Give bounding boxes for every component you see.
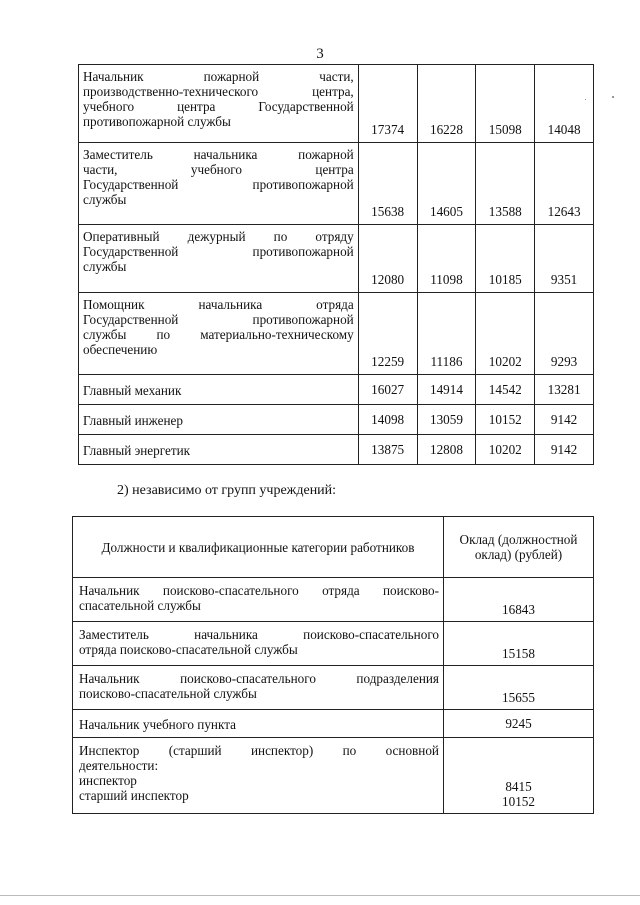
position-line: инспектор (79, 773, 137, 788)
position-line: деятельности: (79, 758, 159, 773)
table-row (79, 405, 594, 435)
table-row (79, 143, 594, 225)
section-heading: 2) независимо от групп учреждений: (117, 483, 337, 498)
salary-cell: 9293 (535, 293, 594, 375)
position-line: Заместитель начальника пожарной (83, 147, 354, 162)
position-line: части, учебного центра (83, 162, 354, 177)
salary-cell: 17374 (358, 65, 417, 143)
table-row (79, 225, 594, 293)
position-line: старший инспектор (79, 788, 189, 803)
scan-artifact (585, 99, 586, 100)
table-row (73, 666, 594, 710)
scan-artifact (612, 96, 614, 98)
page-bottom-edge (0, 895, 640, 896)
position-line: спасательной службы (79, 598, 201, 613)
salary-cell: 9142 (535, 405, 594, 435)
table-row (73, 578, 594, 622)
salary-cell: 16027 (358, 375, 417, 405)
position-line: Оперативный дежурный по отряду (83, 229, 354, 244)
salary-cell (444, 738, 594, 814)
table-header-row (73, 517, 594, 578)
salary-cell: 12808 (417, 435, 476, 465)
position-line: поисково-спасательной службы (79, 686, 257, 701)
salary-cell: 15638 (358, 143, 417, 225)
salary-cell: 12080 (358, 225, 417, 293)
header-salary-text: Оклад (должностной оклад) (рублей) (459, 532, 578, 562)
salary-cell: 14048 (535, 65, 594, 143)
position-line: Государственной противопожарной (83, 312, 354, 327)
salary-cell: 16228 (417, 65, 476, 143)
salary-cell: 9142 (535, 435, 594, 465)
salary-cell: 13281 (535, 375, 594, 405)
position-line: обеспечению (83, 342, 158, 357)
position-line: Государственной противопожарной (83, 244, 354, 259)
salary-cell: 15655 (444, 666, 594, 710)
table-row (73, 710, 594, 738)
salary-table-by-group (78, 64, 594, 465)
salary-cell: 16843 (444, 578, 594, 622)
salary-cell: 14914 (417, 375, 476, 405)
position-line: Главный механик (83, 382, 182, 398)
position-line: Начальник поисково-спасательного отряда поисково- (79, 583, 439, 598)
salary-cell: 14098 (358, 405, 417, 435)
salary-cell: 13875 (358, 435, 417, 465)
position-line: Помощник начальника отряда (83, 297, 354, 312)
position-line: службы по материально-техническому (83, 327, 354, 342)
salary-value: 8415 (505, 779, 532, 794)
salary-cell: 9351 (535, 225, 594, 293)
position-line: Инспектор (старший инспектор) по основной (79, 743, 439, 758)
salary-cell: 12259 (358, 293, 417, 375)
salary-cell: 14605 (417, 143, 476, 225)
salary-cell: 13059 (417, 405, 476, 435)
position-line: службы (83, 259, 127, 274)
position-cell (79, 405, 359, 435)
salary-cell: 15098 (476, 65, 535, 143)
position-line: службы (83, 192, 127, 207)
position-cell (79, 225, 359, 293)
salary-cell: 12643 (535, 143, 594, 225)
salary-cell: 13588 (476, 143, 535, 225)
salary-table-independent (72, 516, 594, 814)
position-cell (79, 65, 359, 143)
page-number: 3 (316, 46, 324, 62)
position-cell (73, 710, 444, 738)
position-line: Главный инженер (83, 412, 183, 428)
header-position: Должности и квалификационные категории работников (73, 517, 444, 578)
salary-cell: 10185 (476, 225, 535, 293)
position-line: учебного центра Государственной (83, 99, 354, 114)
position-line: Начальник поисково-спасательного подразделения (79, 671, 439, 686)
salary-cell: 10202 (476, 435, 535, 465)
position-line: отряда поисково-спасательной службы (79, 642, 298, 657)
position-cell (73, 666, 444, 710)
salary-cell: 10152 (476, 405, 535, 435)
position-cell (73, 578, 444, 622)
position-cell (73, 622, 444, 666)
header-salary (444, 517, 594, 578)
table-row (79, 375, 594, 405)
salary-cell: 11186 (417, 293, 476, 375)
table-row (73, 738, 594, 814)
position-cell (79, 143, 359, 225)
salary-cell: 11098 (417, 225, 476, 293)
salary-cell: 9245 (444, 710, 594, 738)
position-line: противопожарной службы (83, 114, 231, 129)
position-cell (79, 293, 359, 375)
position-line: производственно-технического центра, (83, 84, 354, 99)
position-cell (79, 435, 359, 465)
salary-cell: 10202 (476, 293, 535, 375)
position-line: Государственной противопожарной (83, 177, 354, 192)
position-line: Заместитель начальника поисково-спасательного (79, 627, 439, 642)
table-row (79, 435, 594, 465)
salary-cell: 14542 (476, 375, 535, 405)
salary-value: 10152 (502, 794, 535, 809)
table-row (73, 622, 594, 666)
table-row (79, 293, 594, 375)
position-line: Начальник учебного пункта (79, 716, 236, 732)
position-cell (73, 738, 444, 814)
salary-cell: 15158 (444, 622, 594, 666)
position-line: Начальник пожарной части, (83, 69, 354, 84)
table-row (79, 65, 594, 143)
position-line: Главный энергетик (83, 442, 191, 458)
position-cell (79, 375, 359, 405)
